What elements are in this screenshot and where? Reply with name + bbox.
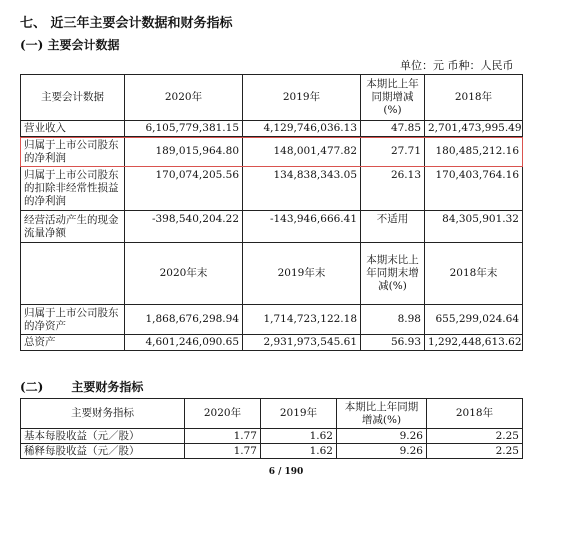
header-cell: 2020年末 (125, 243, 243, 305)
value-cell: 2,701,473,995.49 (425, 121, 523, 137)
header-cell: 主要财务指标 (21, 399, 185, 429)
value-cell: 655,299,024.64 (425, 305, 523, 335)
value-cell: 26.13 (361, 167, 425, 211)
row-label: 稀释每股收益（元／股） (21, 444, 185, 459)
header-cell: 2018年末 (425, 243, 523, 305)
financial-indicators-table (20, 398, 523, 459)
row-label: 基本每股收益（元／股） (21, 429, 185, 444)
value-cell: -143,946,666.41 (243, 211, 361, 243)
value-cell: 1.77 (185, 444, 261, 459)
row-label: 总资产 (21, 335, 125, 351)
value-cell: 1,292,448,613.62 (425, 335, 523, 351)
value-cell: 56.93 (361, 335, 425, 351)
header-cell: 本期比上年同期增减(%) (337, 399, 427, 429)
header-cell: 2018年 (425, 75, 523, 121)
table-row (21, 335, 523, 351)
value-cell: 1,868,676,298.94 (125, 305, 243, 335)
value-cell: 不适用 (361, 211, 425, 243)
table-row (21, 121, 523, 137)
value-cell: 8.98 (361, 305, 425, 335)
value-cell: 1.62 (261, 429, 337, 444)
value-cell: 189,015,964.80 (125, 137, 243, 167)
row-label: 归属于上市公司股东的净利润 (21, 137, 125, 167)
header-cell: 2019年 (261, 399, 337, 429)
header-cell: 2020年 (185, 399, 261, 429)
row-label: 归属于上市公司股东的扣除非经常性损益的净利润 (21, 167, 125, 211)
value-cell: 2.25 (427, 429, 523, 444)
subsection-title-accounting-data: (一) 主要会计数据 (20, 38, 120, 52)
row-label: 营业收入 (21, 121, 125, 137)
header-cell: 主要会计数据 (21, 75, 125, 121)
value-cell: 170,403,764.16 (425, 167, 523, 211)
header-cell: 2020年 (125, 75, 243, 121)
value-cell: 84,305,901.32 (425, 211, 523, 243)
value-cell: 6,105,779,381.15 (125, 121, 243, 137)
value-cell: 1.77 (185, 429, 261, 444)
header-cell: 本期比上年同期增减(%) (361, 75, 425, 121)
table-row (21, 167, 523, 211)
table-row (21, 305, 523, 335)
table-header-row (21, 399, 523, 429)
header-cell: 2019年末 (243, 243, 361, 305)
header-cell: 2018年 (427, 399, 523, 429)
value-cell: 9.26 (337, 444, 427, 459)
table-row (21, 444, 523, 459)
table-header-row (21, 243, 523, 305)
table-row (21, 137, 523, 167)
accounting-data-table (20, 74, 523, 351)
value-cell: 4,601,246,090.65 (125, 335, 243, 351)
value-cell: -398,540,204.22 (125, 211, 243, 243)
section-title: 七、 近三年主要会计数据和财务指标 (20, 16, 233, 31)
row-label: 归属于上市公司股东的净资产 (21, 305, 125, 335)
subsection-number: (二) (20, 380, 44, 394)
subsection-title-financial-indicators (20, 378, 143, 395)
header-cell: 2019年 (243, 75, 361, 121)
value-cell: 1.62 (261, 444, 337, 459)
table-row (21, 429, 523, 444)
value-cell: 1,714,723,122.18 (243, 305, 361, 335)
unit-line: 单位：元 币种：人民币 (400, 59, 514, 72)
value-cell: 4,129,746,036.13 (243, 121, 361, 137)
page-number: 6 / 190 (268, 467, 304, 477)
table-row (21, 211, 523, 243)
value-cell: 180,485,212.16 (425, 137, 523, 167)
value-cell: 2,931,973,545.61 (243, 335, 361, 351)
value-cell: 134,838,343.05 (243, 167, 361, 211)
value-cell: 2.25 (427, 444, 523, 459)
value-cell: 27.71 (361, 137, 425, 167)
value-cell: 9.26 (337, 429, 427, 444)
table-header-row (21, 75, 523, 121)
subsection-label: 主要财务指标 (71, 380, 144, 394)
value-cell: 148,001,477.82 (243, 137, 361, 167)
value-cell: 170,074,205.56 (125, 167, 243, 211)
row-label: 经营活动产生的现金流量净额 (21, 211, 125, 243)
value-cell: 47.85 (361, 121, 425, 137)
header-cell: 本期末比上年同期末增减(%) (361, 243, 425, 305)
empty-cell (21, 243, 125, 305)
